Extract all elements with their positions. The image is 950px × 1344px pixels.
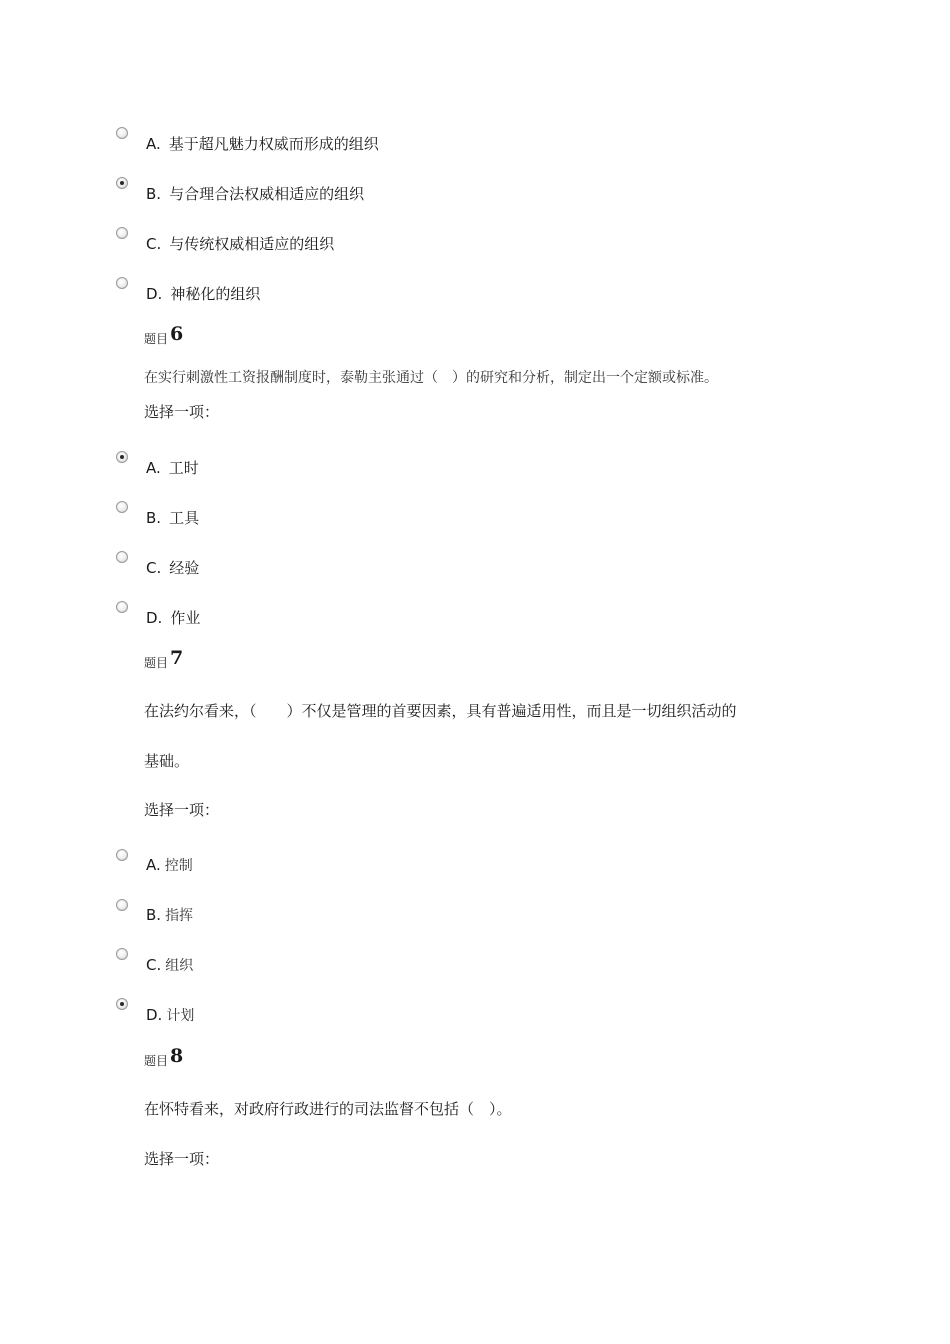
option-letter: D.: [146, 1006, 163, 1024]
option-text: 计划: [166, 1008, 195, 1024]
q7-option-a-radio[interactable]: [116, 849, 128, 861]
q7-option-d[interactable]: [146, 1005, 194, 1026]
q7-option-b-radio[interactable]: [116, 899, 128, 911]
q5-option-b-radio[interactable]: [116, 177, 128, 189]
option-text: 工时: [168, 459, 199, 477]
option-text: 与传统权威相适应的组织: [169, 235, 335, 253]
q8-heading: [144, 1045, 184, 1070]
q5-option-a-radio[interactable]: [116, 127, 128, 139]
q6-heading: [144, 323, 184, 348]
q5-option-c-radio[interactable]: [116, 227, 128, 239]
q6-text: 在实行刺激性工资报酬制度时，泰勒主张通过（ ）的研究和分析，制定出一个定额或标准。: [144, 370, 718, 386]
option-letter: B.: [146, 906, 162, 924]
option-text: 组织: [165, 958, 194, 974]
q6-option-a-radio[interactable]: [116, 451, 128, 463]
option-letter: D.: [146, 609, 163, 627]
q7-heading: [144, 647, 184, 672]
option-letter: A.: [146, 135, 161, 153]
option-text: 作业: [170, 609, 201, 627]
q7-option-a[interactable]: [146, 855, 193, 876]
option-text: 控制: [164, 858, 193, 874]
option-text: 工具: [169, 509, 200, 527]
q7-text-line2: 基础。: [144, 752, 190, 770]
question-label: 题目: [144, 332, 169, 346]
q8-text: 在怀特看来，对政府行政进行的司法监督不包括（ ）。: [144, 1100, 512, 1118]
q5-option-d[interactable]: [146, 284, 260, 304]
q8-prompt: 选择一项：: [144, 1150, 220, 1168]
q6-option-d-radio[interactable]: [116, 601, 128, 613]
q6-option-c-radio[interactable]: [116, 551, 128, 563]
q5-option-c[interactable]: [146, 234, 334, 254]
q7-option-b[interactable]: [146, 905, 193, 926]
option-text: 指挥: [165, 908, 194, 924]
q5-option-a[interactable]: [146, 134, 379, 154]
option-letter: C.: [146, 235, 162, 253]
question-number: 6: [170, 323, 184, 345]
q5-option-b[interactable]: [146, 184, 364, 204]
option-letter: A.: [146, 459, 161, 477]
option-text: 基于超凡魅力权威而形成的组织: [168, 135, 379, 153]
q6-option-b-radio[interactable]: [116, 501, 128, 513]
q6-prompt: 选择一项：: [144, 403, 220, 421]
q6-option-c[interactable]: [146, 558, 199, 578]
question-label: 题目: [144, 656, 169, 670]
q7-text-line1: 在法约尔看来，（ ）不仅是管理的首要因素，具有普遍适用性，而且是一切组织活动的: [144, 702, 737, 720]
q6-option-b[interactable]: [146, 508, 199, 528]
option-letter: C.: [146, 956, 162, 974]
option-letter: D.: [146, 285, 163, 303]
option-text: 经验: [169, 559, 200, 577]
q6-option-a[interactable]: [146, 458, 199, 478]
q7-option-d-radio[interactable]: [116, 998, 128, 1010]
q7-prompt: 选择一项：: [144, 801, 220, 819]
option-letter: B.: [146, 509, 162, 527]
option-letter: C.: [146, 559, 162, 577]
option-text: 与合理合法权威相适应的组织: [169, 185, 365, 203]
question-label: 题目: [144, 1054, 169, 1068]
q7-option-c-radio[interactable]: [116, 948, 128, 960]
option-letter: A.: [146, 856, 161, 874]
q6-option-d[interactable]: [146, 608, 200, 628]
option-letter: B.: [146, 185, 162, 203]
q7-option-c[interactable]: [146, 955, 193, 976]
question-number: 8: [170, 1045, 184, 1067]
option-text: 神秘化的组织: [170, 285, 261, 303]
question-number: 7: [170, 647, 184, 669]
q5-option-d-radio[interactable]: [116, 277, 128, 289]
